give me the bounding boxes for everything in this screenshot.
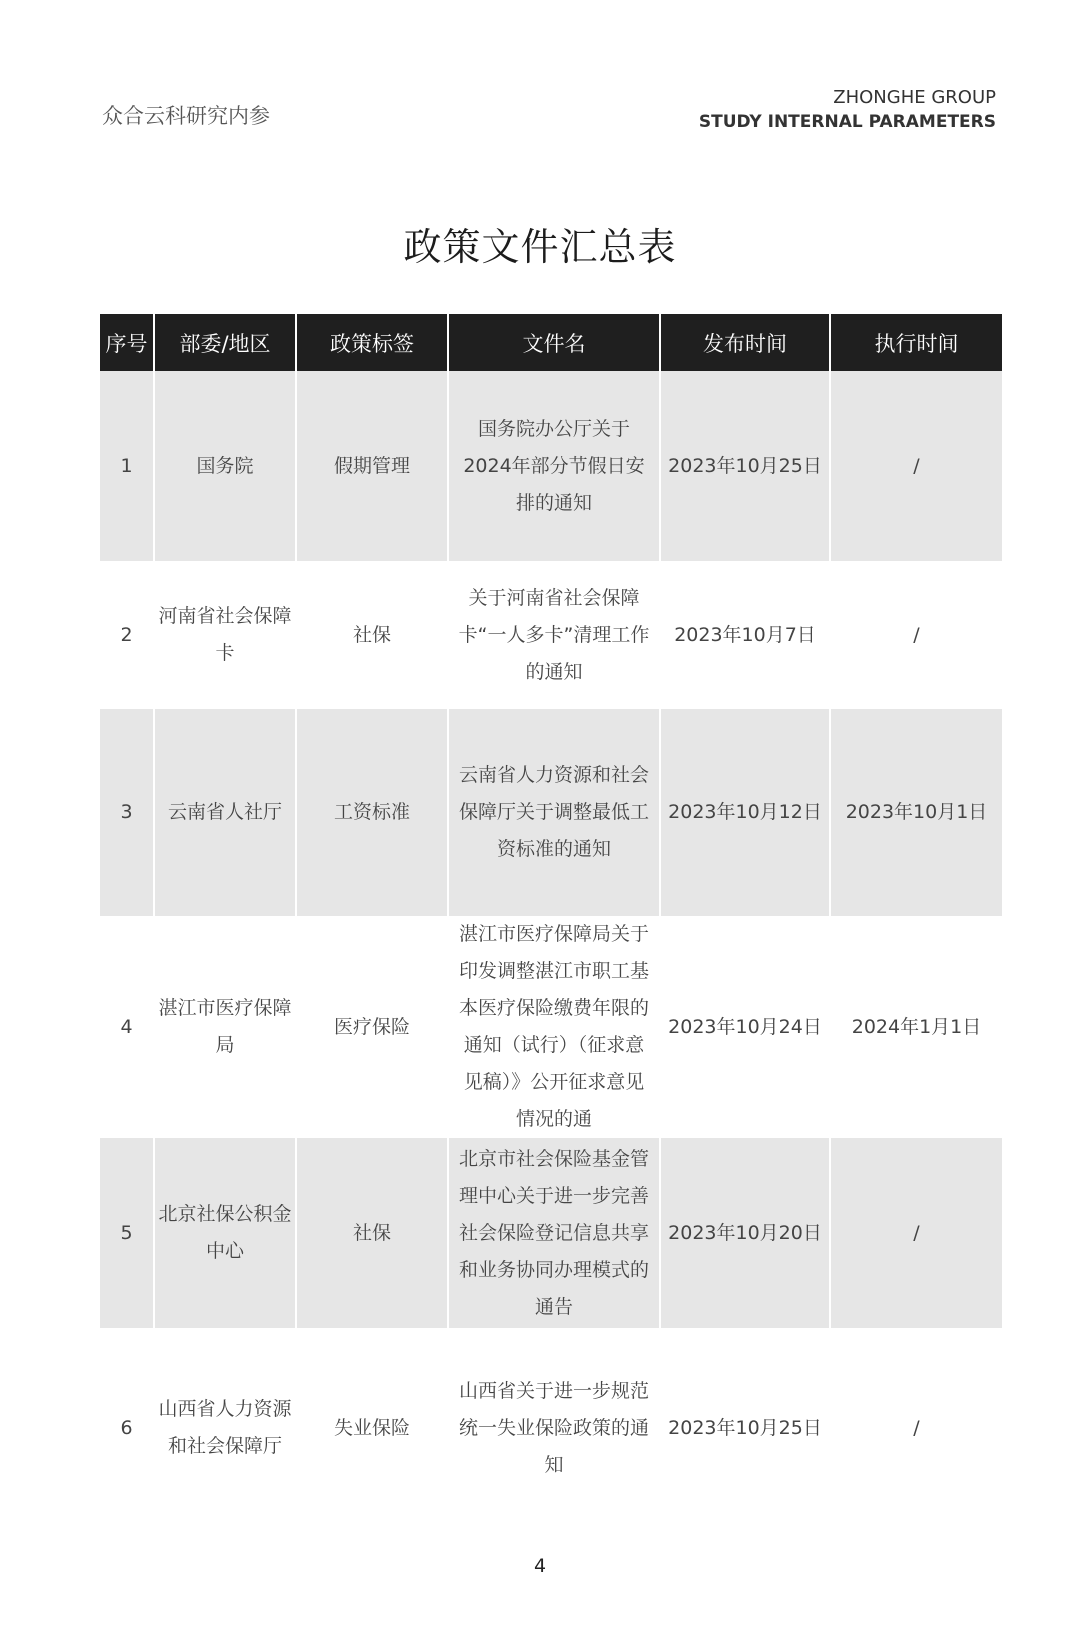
cell-publish: 2023年10月25日: [660, 1328, 830, 1528]
col-header-effective: 执行时间: [830, 314, 1002, 371]
publication-title: 众合云科研究内参: [102, 104, 270, 128]
brand-tagline: STUDY INTERNAL PARAMETERS: [698, 112, 996, 132]
cell-dept: 国务院: [154, 371, 296, 561]
cell-publish: 2023年10月25日: [660, 371, 830, 561]
col-header-tag: 政策标签: [296, 314, 448, 371]
brand-name: ZHONGHE GROUP: [833, 87, 996, 108]
cell-tag: 假期管理: [296, 371, 448, 561]
file-title: 云南省人力资源和社会保障厅关于调整最低工资标准的通知: [458, 764, 649, 860]
cell-dept: 湛江市医疗保障局: [154, 916, 296, 1138]
cell-tag: 工资标准: [296, 709, 448, 916]
cell-tag: 社保: [296, 561, 448, 709]
cell-publish: 2023年10月12日: [660, 709, 830, 916]
cell-dept: 北京社保公积金中心: [154, 1138, 296, 1328]
cell-effective: /: [830, 561, 1002, 709]
policy-table: [100, 314, 1002, 1528]
cell-effective: /: [830, 1138, 1002, 1328]
cell-effective: /: [830, 1328, 1002, 1528]
file-title: 国务院办公厅关于2024年部分节假日安排的通知: [463, 417, 645, 514]
table-header-row: [100, 314, 1002, 371]
cell-no: 4: [100, 916, 154, 1138]
file-title: 湛江市医疗保障局关于印发调整湛江市职工基本医疗保险缴费年限的通知（试行）（征求意见稿）》公开征求意见情况的通: [458, 923, 649, 1130]
brand-block: [699, 86, 996, 134]
table-row: [100, 709, 1002, 916]
page-number: 4: [533, 1555, 547, 1577]
col-header-file: 文件名: [448, 314, 660, 371]
cell-no: 6: [100, 1328, 154, 1528]
cell-publish: 2023年10月7日: [660, 561, 830, 709]
cell-tag: 医疗保险: [296, 916, 448, 1138]
table-row: [100, 1138, 1002, 1328]
table-row: [100, 916, 1002, 1138]
cell-effective: 2024年1月1日: [830, 916, 1002, 1138]
file-title: 北京市社会保险基金管理中心关于进一步完善社会保险登记信息共享和业务协同办理模式的通告: [458, 1147, 649, 1318]
table-row: [100, 561, 1002, 709]
cell-file: [448, 916, 660, 1138]
col-header-no: 序号: [100, 314, 154, 371]
cell-file: [448, 371, 660, 561]
cell-no: 3: [100, 709, 154, 916]
cell-file: [448, 561, 660, 709]
table-row: [100, 1328, 1002, 1528]
col-header-publish: 发布时间: [660, 314, 830, 371]
cell-effective: 2023年10月1日: [830, 709, 1002, 916]
cell-file: [448, 709, 660, 916]
cell-no: 5: [100, 1138, 154, 1328]
cell-no: 2: [100, 561, 154, 709]
cell-publish: 2023年10月20日: [660, 1138, 830, 1328]
cell-dept: 山西省人力资源和社会保障厅: [154, 1328, 296, 1528]
cell-no: 1: [100, 371, 154, 561]
cell-tag: 失业保险: [296, 1328, 448, 1528]
file-title: 关于河南省社会保障卡“一人多卡”清理工作的通知: [458, 586, 650, 683]
cell-dept: 云南省人社厅: [154, 709, 296, 916]
cell-tag: 社保: [296, 1138, 448, 1328]
cell-file: [448, 1328, 660, 1528]
table-row: [100, 371, 1002, 561]
cell-dept: 河南省社会保障卡: [154, 561, 296, 709]
cell-publish: 2023年10月24日: [660, 916, 830, 1138]
cell-file: [448, 1138, 660, 1328]
page-title: 政策文件汇总表: [403, 225, 677, 269]
col-header-dept: 部委/地区: [154, 314, 296, 371]
cell-effective: /: [830, 371, 1002, 561]
file-title: 山西省关于进一步规范统一失业保险政策的通知: [458, 1379, 649, 1476]
